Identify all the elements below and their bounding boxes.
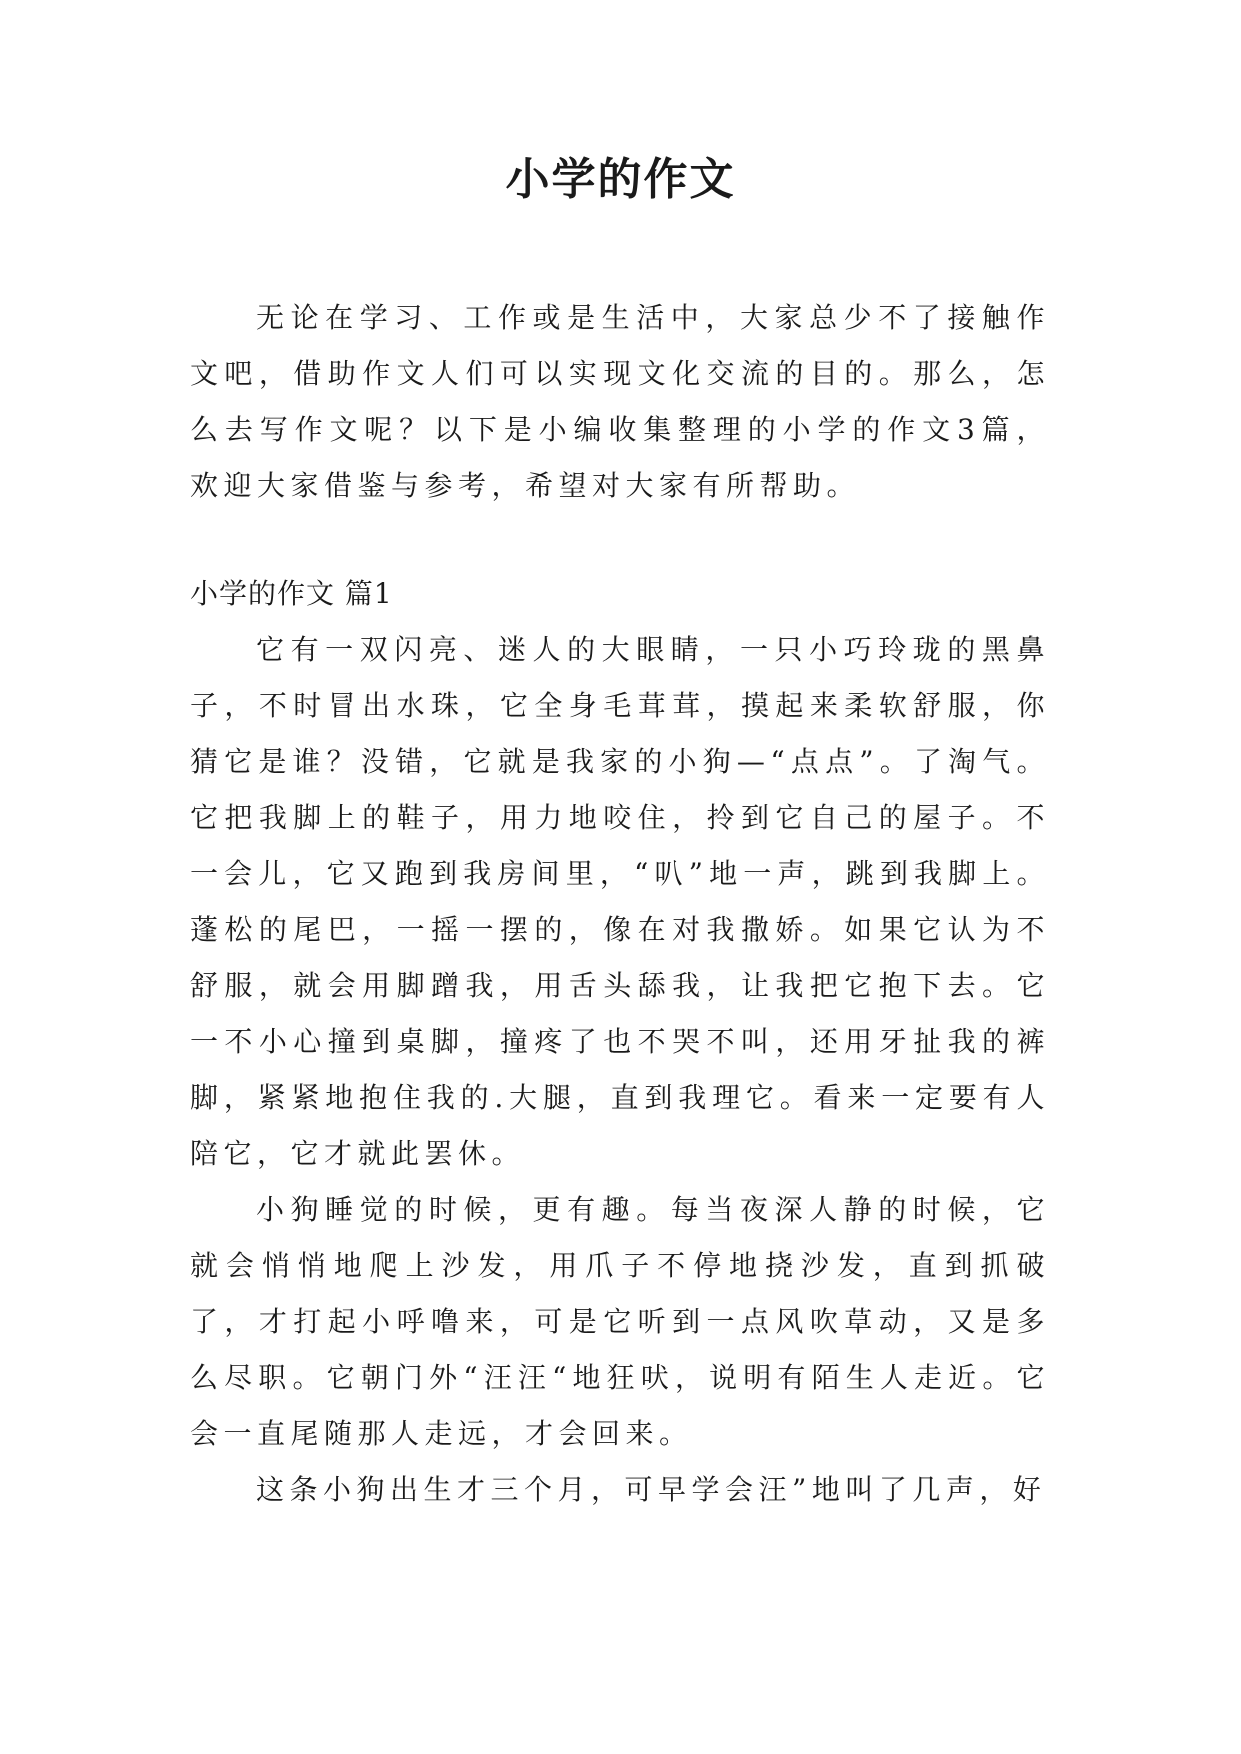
intro-paragraph: 无论在学习、工作或是生活中，大家总少不了接触作文吧，借助作文人们可以实现文化交流的目的。那么，怎么去写作文呢？以下是小编收集整理的小学的作文3篇，欢迎大家借鉴与参考，希望对大家有所帮助。	[190, 301, 1050, 502]
body-paragraph-1: 它有一双闪亮、迷人的大眼睛，一只小巧玲珑的黑鼻子，不时冒出水珠，它全身毛茸茸，摸起来柔软舒服，你猜它是谁？没错，它就是我家的小狗—“点点”。了淘气。它把我脚上的鞋子，用力地咬住，拎到它自己的屋子。不一会儿，它又跑到我房间里，“叭”地一声，跳到我脚上。蓬松的尾巴，一摇一摆的，像在对我撒娇。如果它认为不舒服，就会用脚蹭我，用舌头舔我，让我把它抱下去。它一不小心撞到桌脚，撞疼了也不哭不叫，还用牙扯我的裤脚，紧紧地抱住我的.大腿，直到我理它。看来一定要有人陪它，它才就此罢休。	[190, 633, 1050, 1170]
body-paragraph-2: 小狗睡觉的时候，更有趣。每当夜深人静的时候，它就会悄悄地爬上沙发，用爪子不停地挠沙发，直到抓破了，才打起小呼噜来，可是它听到一点风吹草动，又是多么尽职。它朝门外“汪汪“地狂吠，说明有陌生人走近。它会一直尾随那人走远，才会回来。	[190, 1193, 1050, 1450]
body-paragraph-3: 这条小狗出生才三个月，可早学会汪”地叫了几声，好	[256, 1473, 1047, 1506]
section-heading: 小学的作文 篇1	[190, 577, 393, 610]
document-title: 小学的作文	[505, 154, 736, 205]
document-body	[190, 290, 1050, 1518]
